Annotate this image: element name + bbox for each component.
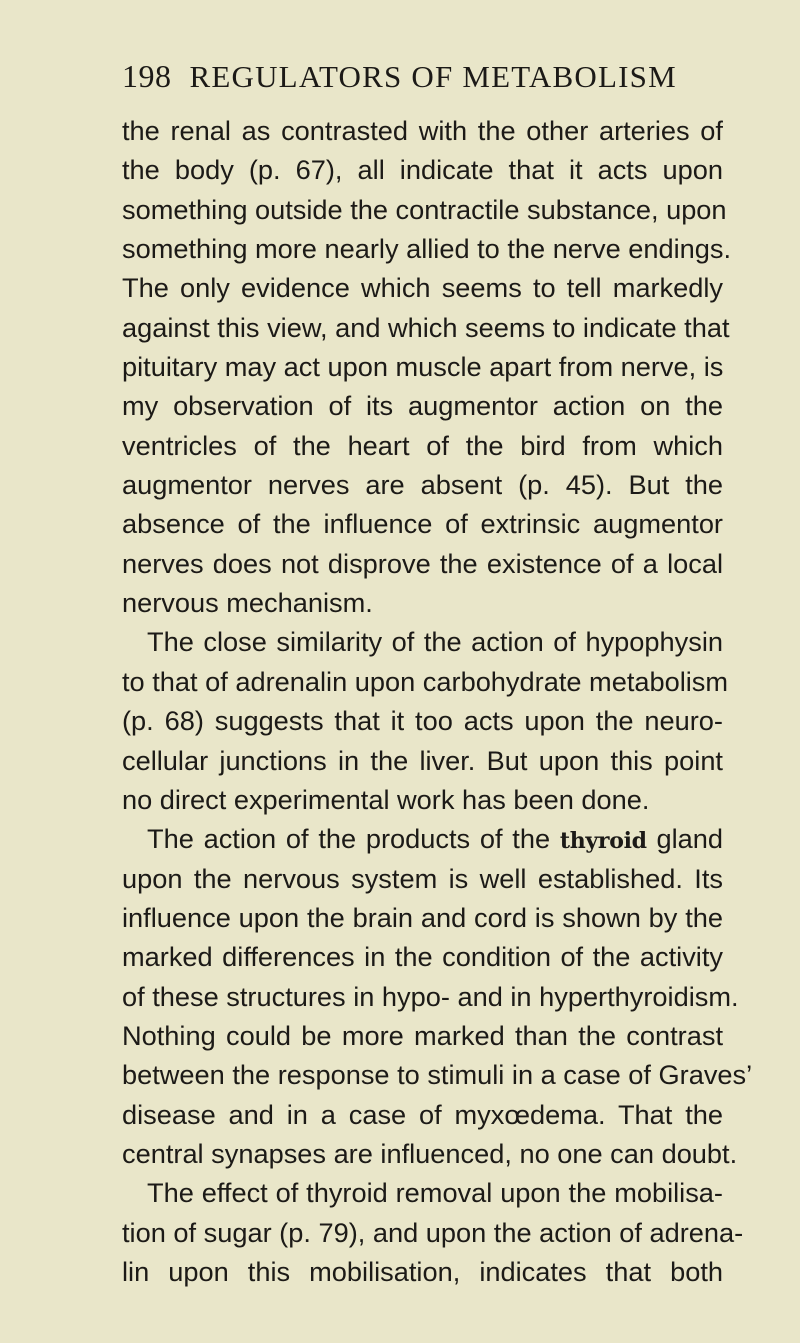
text-line: nerves does not disprove the existence of a local: [122, 547, 723, 579]
text-line: central synapses are influenced, no one can doubt.: [122, 1137, 738, 1169]
text-line: my observation of its augmentor action on the: [122, 390, 723, 422]
text-line: ventricles of the heart of the bird from which: [122, 429, 723, 461]
text-line: augmentor nerves are absent (p. 45). But the: [122, 469, 723, 501]
page-header: [122, 58, 722, 98]
text-line: pituitary may act upon muscle apart from nerve, is: [122, 351, 724, 383]
text-line: of these structures in hypo- and in hyperthyroidism.: [122, 980, 739, 1012]
text-segment: gland: [646, 823, 723, 855]
text-line: between the response to stimuli in a case of Graves’: [122, 1059, 753, 1091]
text-line: upon the nervous system is well established. Its: [122, 862, 723, 894]
text-line: The only evidence which seems to tell markedly: [122, 272, 723, 304]
page-number: 198: [122, 58, 172, 94]
text-segment: The action of the products of the: [147, 823, 560, 855]
text-line: the body (p. 67), all indicate that it acts upon: [122, 154, 723, 186]
text-line: nervous mechanism.: [122, 587, 373, 619]
text-line: cellular junctions in the liver. But upon this point: [122, 744, 723, 776]
text-line: Nothing could be more marked than the contrast: [122, 1019, 723, 1051]
text-line: absence of the influence of extrinsic augmentor: [122, 508, 723, 540]
text-line: no direct experimental work has been done.: [122, 783, 650, 815]
text-line: something outside the contractile substance, upon: [122, 193, 727, 225]
text-line: The effect of thyroid removal upon the mobilisa-: [147, 1177, 723, 1209]
text-line: against this view, and which seems to indicate that: [122, 311, 730, 343]
text-line: lin upon this mobilisation, indicates that both: [122, 1255, 723, 1287]
text-line: marked differences in the condition of the activity: [122, 941, 723, 973]
text-line: disease and in a case of myxœdema. That the: [122, 1098, 723, 1130]
body-text: [122, 111, 753, 1291]
text-line: influence upon the brain and cord is shown by the: [122, 901, 723, 933]
bold-word: thyroid: [559, 828, 647, 855]
text-line: [122, 819, 723, 858]
text-line: tion of sugar (p. 79), and upon the action of adrena-: [122, 1216, 744, 1248]
text-line: the renal as contrasted with the other arteries of: [122, 115, 723, 146]
running-head: REGULATORS OF METABOLISM: [189, 59, 677, 94]
text-line: something more nearly allied to the nerve endings.: [122, 233, 732, 265]
text-line: (p. 68) suggests that it too acts upon the neuro-: [122, 705, 723, 737]
text-line: to that of adrenalin upon carbohydrate metabolism: [122, 665, 729, 697]
text-line: The close similarity of the action of hypophysin: [147, 626, 723, 658]
